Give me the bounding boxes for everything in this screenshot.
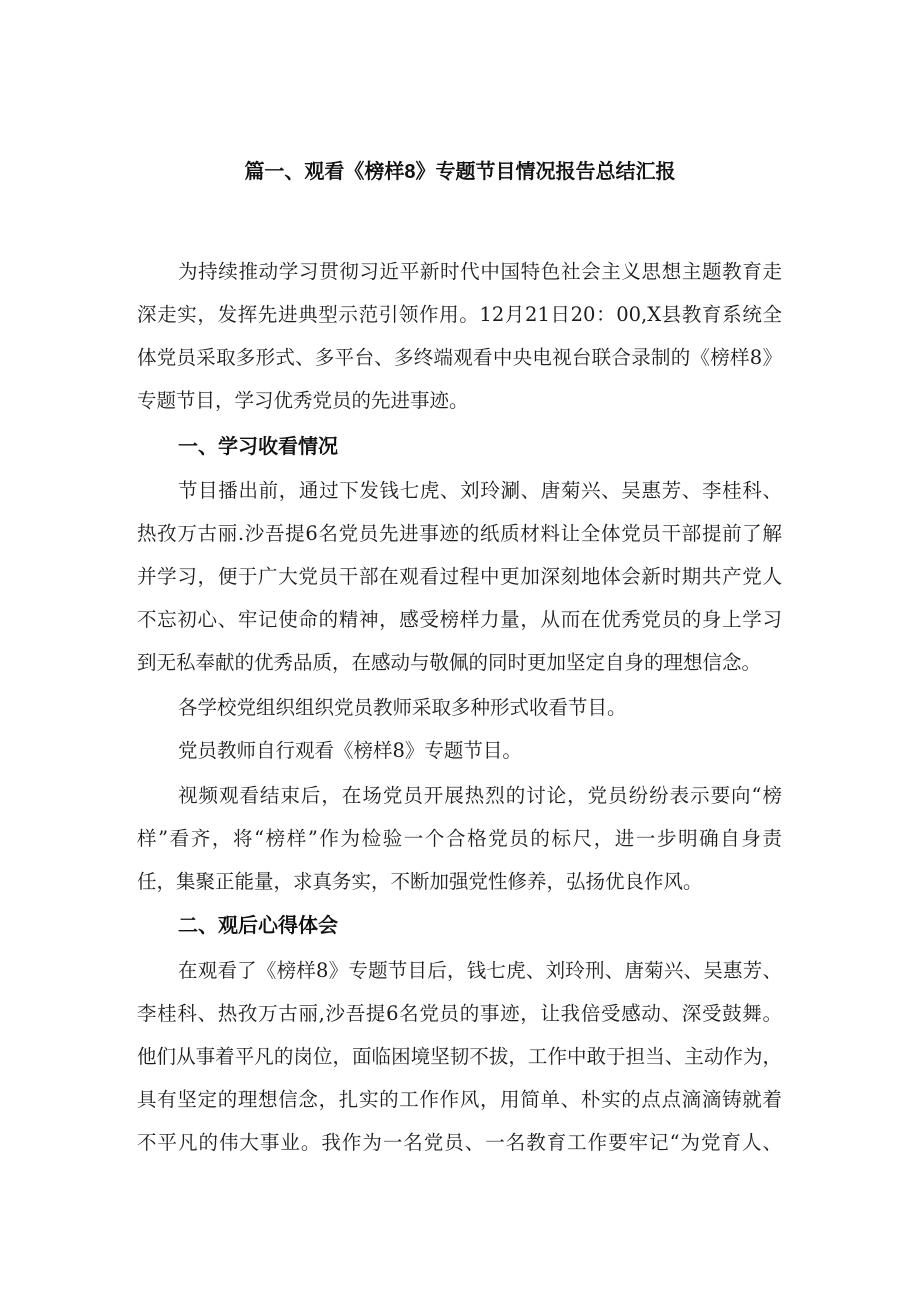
paragraph-line: 到无私奉献的优秀品质，在感动与敬佩的同时更加坚定自身的理想信念。 [137,651,762,674]
paragraph-line: 热孜万古丽.沙吾提6名党员先进事迹的纸质材料让全体党员干部提前了解 [137,522,782,545]
paragraph-line: 李桂科、热孜万古丽,沙吾提6名党员的事迹，让我倍受感动、深受鼓舞。 [137,1002,782,1025]
paragraph-line: 任，集聚正能量，求真务实，不断加强党性修养，弘扬优良作风。 [137,870,703,893]
page-title: 篇一、观看《榜样8》专题节目情况报告总结汇报 [244,161,676,183]
paragraph-line: 专题节目，学习优秀党员的先进事迹。 [137,389,469,412]
paragraph-line: 在观看了《榜样8》专题节目后，钱七虎、刘玲刑、唐菊兴、吴惠芳、 [178,959,782,982]
paragraph-line: 视频观看结束后，在场党员开展热烈的讨论，党员纷纷表示要向“榜 [178,784,782,807]
paragraph-line: 深走实，发挥先进典型示范引领作用。12月21日20：00,X县教育系统全 [137,303,782,326]
paragraph-line: 党员教师自行观看《榜样8》专题节目。 [178,739,522,762]
section-heading-viewing: 一、学习收看情况 [178,436,338,458]
paragraph-line: 为持续推动学习贯彻习近平新时代中国特色社会主义思想主题教育走 [178,260,782,283]
paragraph-line: 样”看齐，将“榜样”作为检验一个合格党员的标尺，进一步明确自身责 [137,827,782,850]
paragraph-line: 不平凡的伟大事业。我作为一名党员、一名教育工作要牢记“为党育人、 [137,1131,782,1154]
paragraph-line: 不忘初心、牢记使命的精神，感受榜样力量，从而在优秀党员的身上学习 [137,608,782,631]
paragraph-line: 节目播出前，通过下发钱七虎、刘玲涮、唐菊兴、吴惠芳、李桂科、 [178,479,782,502]
section-heading-reflections: 二、观后心得体会 [178,915,338,937]
paragraph-line: 他们从事着平凡的岗位，面临困境坚韧不拔，工作中敢于担当、主动作为， [137,1045,782,1068]
paragraph-line: 各学校党组织组织党员教师采取多种形式收看节目。 [178,696,627,719]
paragraph-line: 具有坚定的理想信念，扎实的工作作风，用简单、朴实的点点滴滴铸就着 [137,1088,782,1111]
paragraph-line: 并学习，便于广大党员干部在观看过程中更加深刻地体会新时期共产党人 [137,565,782,588]
paragraph-line: 体党员采取多形式、多平台、多终端观看中央电视台联合录制的《榜样8》 [137,346,782,369]
